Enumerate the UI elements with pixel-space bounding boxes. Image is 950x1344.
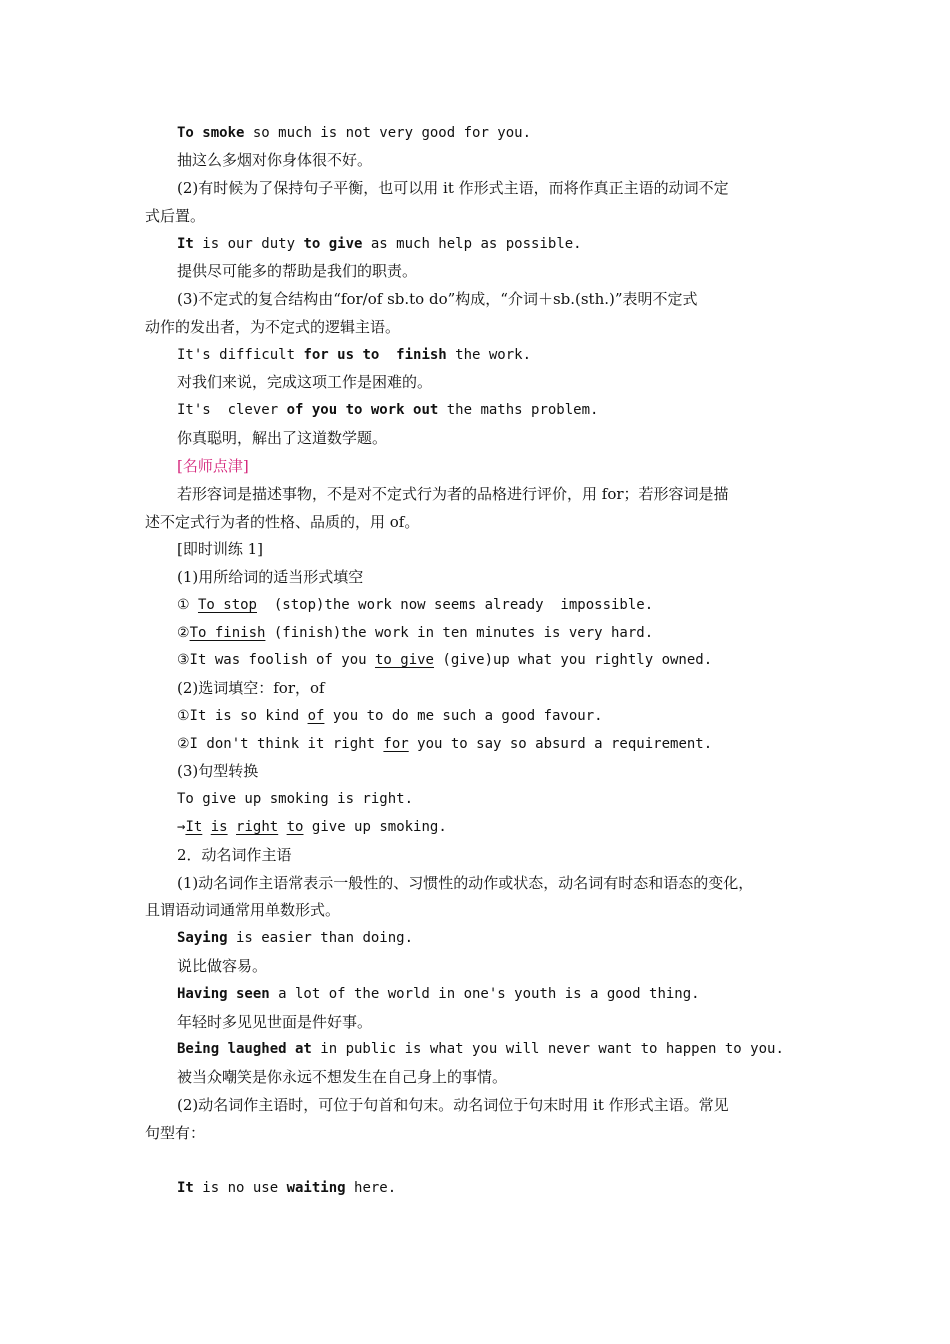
sentence-text: so much is not very good for you. bbox=[244, 125, 532, 141]
sentence-text: here. bbox=[345, 1180, 397, 1196]
sentence-text: in public is what you will never want to happen to you. bbox=[311, 1041, 784, 1057]
exercise-heading: [即时训练 1] bbox=[177, 540, 264, 558]
translation: 年轻时多见见世面是件好事。 bbox=[177, 1013, 373, 1031]
example-sentence bbox=[177, 400, 598, 420]
bold-phrase: To smoke bbox=[177, 125, 245, 141]
translation: 对我们来说，完成这项工作是困难的。 bbox=[177, 373, 433, 391]
exercise-instruction: (1)用所给词的适当形式填空 bbox=[177, 568, 364, 586]
example-sentence bbox=[177, 1039, 784, 1059]
tip-paragraph-cont: 述不定式行为者的性格、品质的，用 of。 bbox=[145, 513, 420, 531]
sentence-text: It's clever bbox=[177, 402, 287, 418]
exercise-instruction: (3)句型转换 bbox=[177, 762, 259, 780]
bold-phrase: It bbox=[177, 236, 194, 252]
spacer bbox=[202, 819, 210, 835]
bold-phrase: of you to work out bbox=[286, 402, 439, 418]
sentence-text: the work. bbox=[446, 347, 532, 363]
exercise-item bbox=[177, 817, 447, 837]
rule-paragraph-cont: 且谓语动词通常用单数形式。 bbox=[145, 901, 341, 919]
rule-paragraph: (2)动名词作主语时，可位于句首和句末。动名词位于句末时用 it 作形式主语。常见 bbox=[177, 1096, 729, 1114]
exercise-item bbox=[177, 650, 712, 670]
answer-blank: To finish bbox=[189, 625, 266, 641]
teacher-tip-heading: [名师点津] bbox=[177, 457, 249, 475]
sentence-text: a lot of the world in one's youth is a good thing. bbox=[269, 986, 700, 1002]
translation: 说比做容易。 bbox=[177, 957, 268, 975]
bold-phrase: for us to finish bbox=[303, 347, 447, 363]
exercise-item bbox=[177, 734, 712, 754]
example-sentence bbox=[177, 234, 582, 254]
rule-paragraph: (3)不定式的复合结构由“for/of sb.to do”构成，“介词＋sb.(sth.)”表明不定式 bbox=[177, 290, 698, 308]
bold-phrase: to give bbox=[303, 236, 363, 252]
sentence-text: the maths problem. bbox=[438, 402, 599, 418]
example-sentence bbox=[177, 1178, 396, 1198]
example-sentence bbox=[177, 984, 700, 1004]
spacer bbox=[278, 819, 286, 835]
bold-phrase: waiting bbox=[286, 1180, 346, 1196]
item-text: (give)up what you rightly owned. bbox=[434, 652, 713, 668]
arrow-icon: → bbox=[177, 819, 186, 835]
tip-paragraph: 若形容词是描述事物，不是对不定式行为者的品格进行评价，用 for；若形容词是描 bbox=[177, 485, 729, 503]
bold-phrase: Saying bbox=[177, 930, 228, 946]
bold-phrase: Being laughed at bbox=[177, 1041, 312, 1057]
item-text: you to do me such a good favour. bbox=[324, 708, 603, 724]
exercise-item bbox=[177, 623, 653, 643]
bold-phrase: Having seen bbox=[177, 986, 270, 1002]
answer-blank: of bbox=[307, 708, 325, 724]
item-number: ② bbox=[177, 625, 190, 641]
item-text: (stop)the work now seems already impossible. bbox=[257, 597, 654, 613]
translation: 被当众嘲笑是你永远不想发生在自己身上的事情。 bbox=[177, 1068, 508, 1086]
rule-paragraph-cont: 动作的发出者，为不定式的逻辑主语。 bbox=[145, 318, 401, 336]
section-heading: 2．动名词作主语 bbox=[177, 846, 292, 864]
answer-blank: to give bbox=[374, 652, 434, 668]
rule-paragraph: (2)有时候为了保持句子平衡，也可以用 it 作形式主语，而将作真正主语的动词不定 bbox=[177, 179, 729, 197]
example-sentence bbox=[177, 345, 531, 365]
sentence-text: It's difficult bbox=[177, 347, 304, 363]
rule-paragraph: (1)动名词作主语常表示一般性的、习惯性的动作或状态，动名词有时态和语态的变化， bbox=[177, 874, 754, 892]
rule-paragraph-cont: 句型有： bbox=[145, 1124, 206, 1142]
spacer bbox=[228, 819, 236, 835]
sentence-text: is our duty bbox=[193, 236, 304, 252]
exercise-item bbox=[177, 706, 603, 726]
translation: 你真聪明，解出了这道数学题。 bbox=[177, 429, 388, 447]
item-number: ① bbox=[177, 597, 198, 613]
answer-blank: is bbox=[210, 819, 228, 835]
answer-blank: right bbox=[236, 819, 279, 835]
exercise-item: To give up smoking is right. bbox=[177, 791, 414, 807]
answer-blank: To stop bbox=[197, 597, 257, 613]
item-text: give up smoking. bbox=[303, 819, 447, 835]
translation: 提供尽可能多的帮助是我们的职责。 bbox=[177, 262, 418, 280]
exercise-item bbox=[177, 595, 653, 615]
sentence-text: is easier than doing. bbox=[227, 930, 414, 946]
answer-blank: to bbox=[286, 819, 304, 835]
item-text: you to say so absurd a requirement. bbox=[408, 736, 713, 752]
item-text: (finish)the work in ten minutes is very hard. bbox=[265, 625, 654, 641]
bold-phrase: It bbox=[177, 1180, 194, 1196]
item-text: ②I don't think it right bbox=[177, 736, 384, 752]
sentence-text: as much help as possible. bbox=[362, 236, 582, 252]
example-sentence bbox=[177, 123, 531, 143]
answer-blank: It bbox=[185, 819, 203, 835]
item-text: ③It was foolish of you bbox=[177, 652, 375, 668]
sentence-text: is no use bbox=[193, 1180, 287, 1196]
item-text: ①It is so kind bbox=[177, 708, 308, 724]
answer-blank: for bbox=[383, 736, 409, 752]
exercise-instruction: (2)选词填空：for，of bbox=[177, 679, 325, 697]
rule-paragraph-cont: 式后置。 bbox=[145, 207, 206, 225]
example-sentence bbox=[177, 928, 413, 948]
translation: 抽这么多烟对你身体很不好。 bbox=[177, 151, 373, 169]
